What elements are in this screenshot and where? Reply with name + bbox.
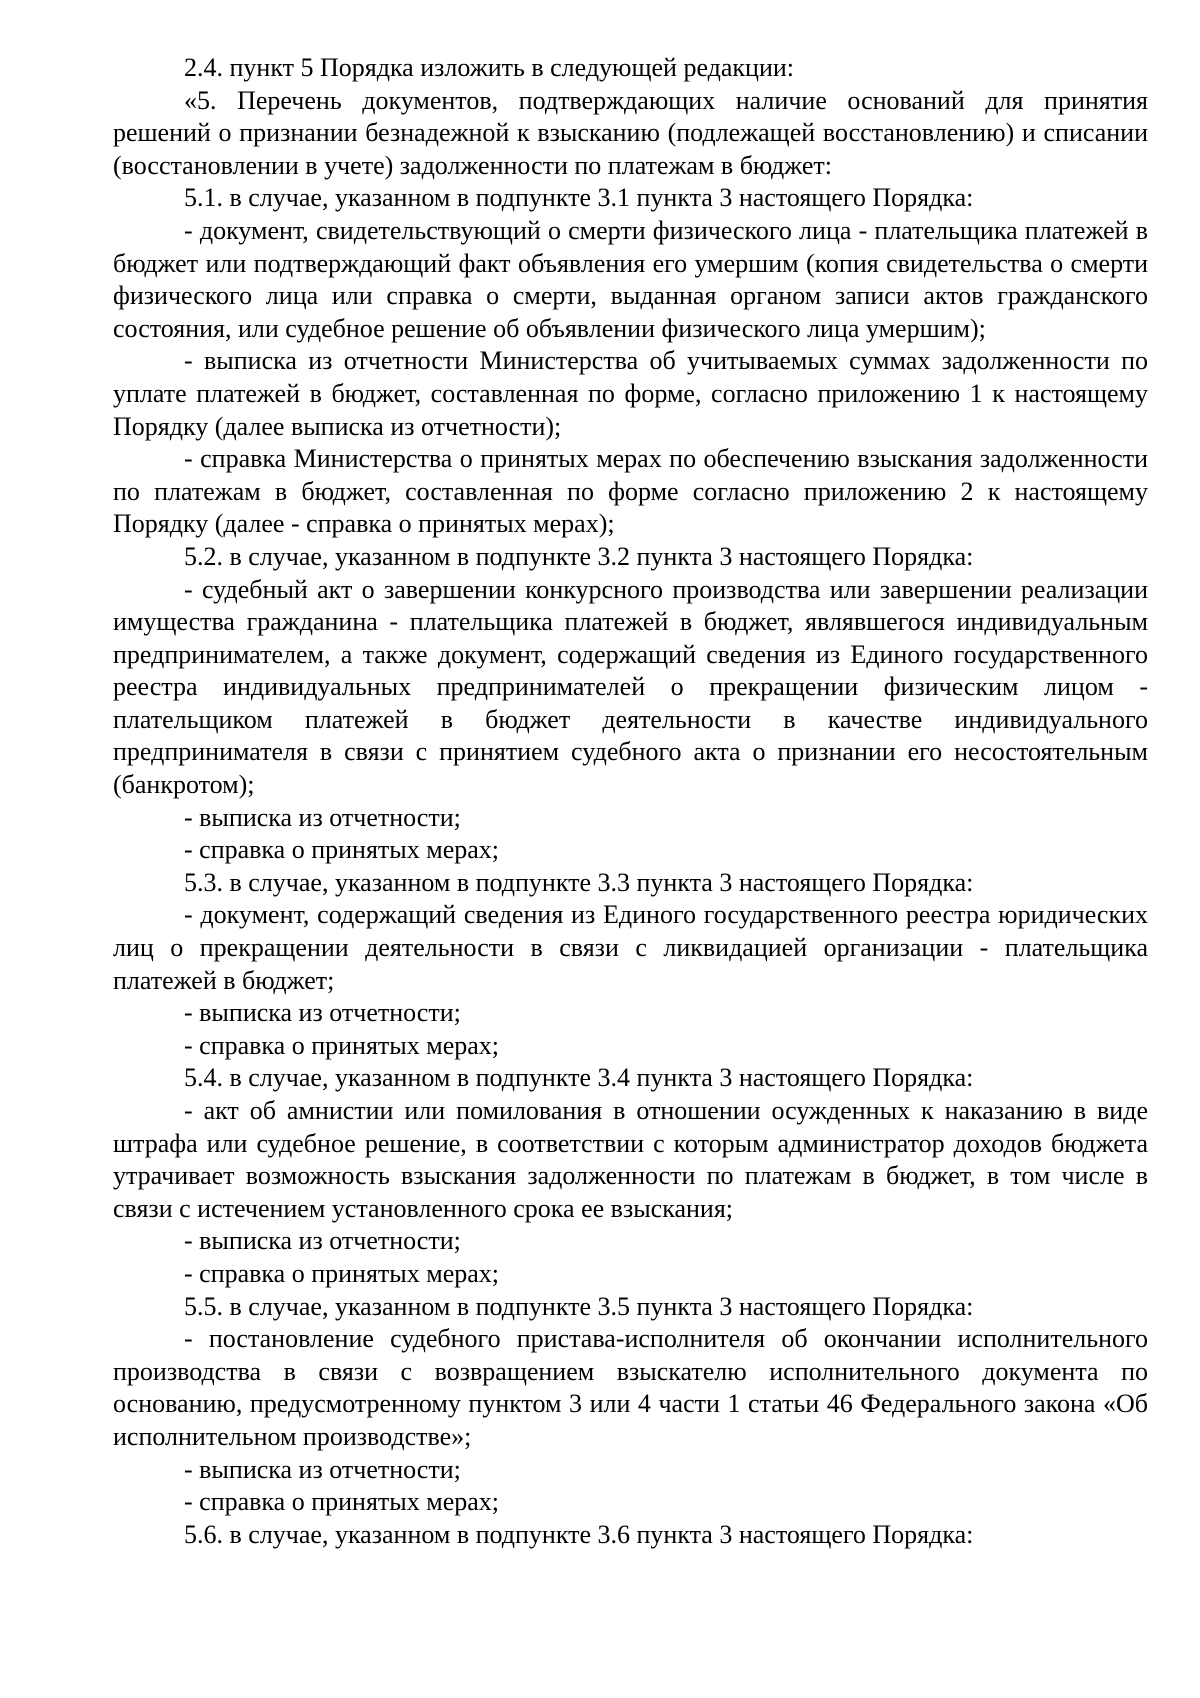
list-item: - справка о принятых мерах; — [184, 835, 499, 865]
case-5-1-heading: 5.1. в случае, указанном в подпункте 3.1 пункта 3 настоящего Порядка: — [184, 183, 974, 213]
list-item: - выписка из отчетности Министерства об учитываемых суммах задолженности по уплате платежей в бюджет, составленная по форме, согласно приложению 1 к настоящему Порядку (далее выписка из отчетности); — [113, 346, 1148, 441]
list-item: - справка о принятых мерах; — [184, 1487, 499, 1517]
document-page — [113, 52, 1148, 1551]
list-item: - акт об амнистии или помилования в отношении осужденных к наказанию в виде штрафа или судебное решение, в соответствии с которым администратор доходов бюджета утрачивает возможность взыскания задолженности по платежам в бюджет, в том числе в связи с истечением установленного срока ее взыскания; — [113, 1096, 1148, 1223]
list-item: - выписка из отчетности; — [184, 1454, 461, 1484]
list-item: - выписка из отчетности; — [184, 1226, 461, 1256]
list-item: - судебный акт о завершении конкурсного производства или завершении реализации имущества гражданина - плательщика платежей в бюджет, являвшегося индивидуальным предпринимателем, а также документ, содержащий сведения из Единого государственного реестра индивидуальных предпринимателей о прекращении физическим лицом - плательщиком платежей в бюджет деятельности в качестве индивидуального предпринимателя в связи с принятием судебного акта о признании его несостоятельным (банкротом); — [113, 574, 1148, 800]
case-5-4-heading: 5.4. в случае, указанном в подпункте 3.4 пункта 3 настоящего Порядка: — [184, 1063, 974, 1093]
list-item: - выписка из отчетности; — [184, 802, 461, 832]
case-5-2-heading: 5.2. в случае, указанном в подпункте 3.2 пункта 3 настоящего Порядка: — [184, 541, 974, 571]
case-5-3-heading: 5.3. в случае, указанном в подпункте 3.3 пункта 3 настоящего Порядка: — [184, 867, 974, 897]
list-item: - документ, содержащий сведения из Единого государственного реестра юридических лиц о прекращении деятельности в связи с ликвидацией организации - плательщика платежей в бюджет; — [113, 900, 1148, 995]
list-item: - постановление судебного пристава-исполнителя об окончании исполнительного производства в связи с возвращением взыскателю исполнительного документа по основанию, предусмотренному пунктом 3 или 4 части 1 статьи 46 Федерального закона «Об исполнительном производстве»; — [113, 1324, 1148, 1451]
list-item: - документ, свидетельствующий о смерти физического лица - плательщика платежей в бюджет или подтверждающий факт объявления его умершим (копия свидетельства о смерти физического лица или справка о смерти, выданная органом записи актов гражданского состояния, или судебное решение об объявлении физического лица умершим); — [113, 215, 1148, 343]
case-5-6-heading: 5.6. в случае, указанном в подпункте 3.6 пункта 3 настоящего Порядка: — [184, 1519, 974, 1549]
list-item: - справка Министерства о принятых мерах по обеспечению взыскания задолженности по платежам в бюджет, составленная по форме согласно приложению 2 к настоящему Порядку (далее - справка о принятых мерах); — [113, 444, 1148, 539]
amendment-heading: 2.4. пункт 5 Порядка изложить в следующей редакции: — [184, 53, 795, 82]
documents-list-intro: «5. Перечень документов, подтверждающих наличие оснований для принятия решений о признании безнадежной к взысканию (подлежащей восстановлению) и списании (восстановлении в учете) задолженности по платежам в бюджет: — [113, 85, 1148, 180]
list-item: - справка о принятых мерах; — [184, 1030, 499, 1060]
list-item: - справка о принятых мерах; — [184, 1258, 499, 1288]
list-item: - выписка из отчетности; — [184, 998, 461, 1028]
case-5-5-heading: 5.5. в случае, указанном в подпункте 3.5 пункта 3 настоящего Порядка: — [184, 1291, 974, 1321]
